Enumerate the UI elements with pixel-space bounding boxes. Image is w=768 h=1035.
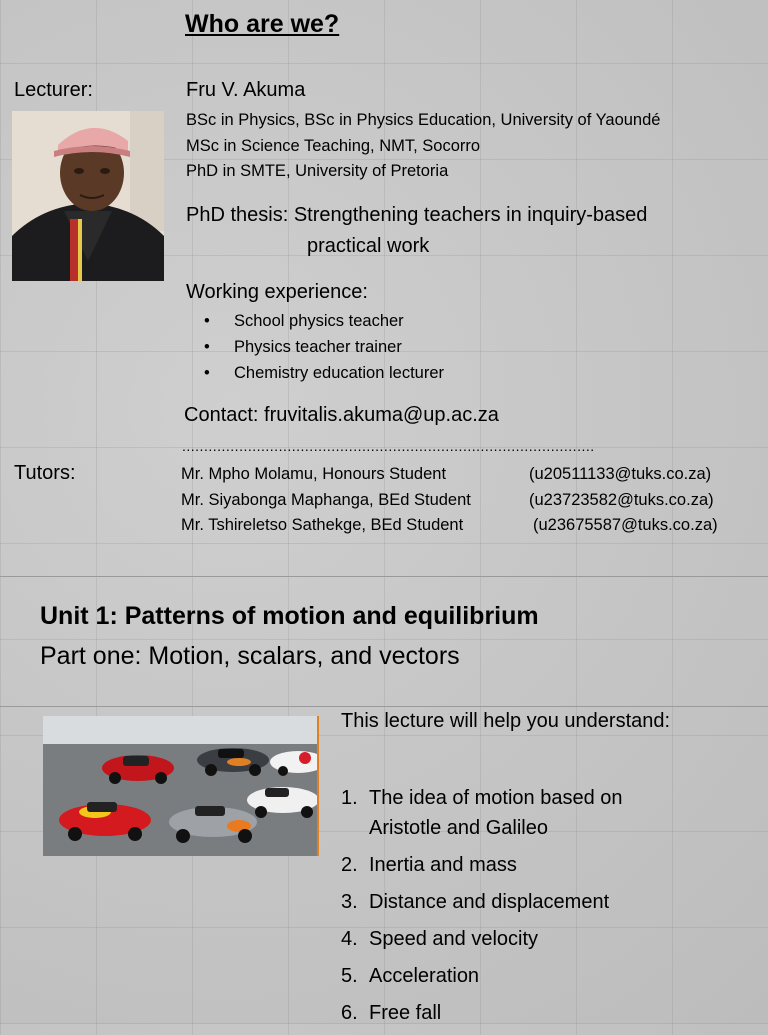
list-item: • School physics teacher (186, 308, 444, 334)
list-item: 5. Acceleration (341, 961, 761, 991)
degree-item: MSc in Science Teaching, NMT, Socorro (186, 136, 481, 155)
lecture-intro: This lecture will help you understand: (341, 710, 671, 732)
list-item: Aristotle and Galileo (369, 817, 548, 839)
unit-title: Unit 1: Patterns of motion and equilibrium (40, 602, 539, 630)
bullet-icon: • (204, 338, 210, 356)
tutor-email[interactable]: (u23675587@tuks.co.za) (533, 516, 718, 534)
thesis-line-2: practical work (307, 235, 430, 257)
item-number: 2. (341, 854, 358, 876)
dotted-separator: .............................................................................................. (182, 438, 595, 454)
thesis-line-1: PhD thesis: Strengthening teachers in inquiry-based (186, 204, 648, 226)
degree-list (186, 108, 660, 185)
lecturer-label: Lecturer: (14, 79, 93, 101)
phd-thesis (186, 200, 647, 262)
tutor-name: Mr. Tshireletso Sathekge, BEd Student (181, 516, 464, 534)
tutor-email[interactable]: (u23723582@tuks.co.za) (529, 490, 714, 509)
race-cars-photo (43, 716, 319, 856)
tutor-row (181, 488, 761, 514)
item-number: 3. (341, 891, 358, 913)
item-number: 5. (341, 965, 358, 987)
list-item: • Physics teacher trainer (186, 334, 444, 360)
tutor-name: Mr. Siyabonga Maphanga, BEd Student (181, 490, 471, 509)
list-item: 6. Free fall (341, 998, 761, 1028)
tutor-name: Mr. Mpho Molamu, Honours Student (181, 465, 447, 483)
tutor-list (181, 462, 761, 539)
lecturer-name: Fru V. Akuma (186, 79, 306, 101)
list-item: 3. Distance and displacement (341, 887, 761, 917)
list-item: 1. The idea of motion based on (341, 783, 761, 813)
experience-list (186, 308, 444, 386)
race-cars-image (43, 716, 319, 856)
bullet-icon: • (204, 312, 210, 330)
unit-subtitle: Part one: Motion, scalars, and vectors (40, 642, 460, 670)
list-item: • Chemistry education lecturer (186, 360, 444, 386)
degree-item: BSc in Physics, BSc in Physics Education, University of Yaoundé (186, 111, 661, 129)
section-divider-top (0, 576, 768, 577)
item-number: 6. (341, 1002, 358, 1024)
page-title: Who are we? (185, 10, 340, 38)
contact-email[interactable]: Contact: fruvitalis.akuma@up.ac.za (184, 404, 499, 426)
item-number: 4. (341, 928, 358, 950)
tutor-row (181, 462, 761, 488)
item-number: 1. (341, 787, 358, 809)
section-divider-bottom (0, 706, 768, 707)
tutor-row (181, 513, 761, 539)
portrait-image (12, 111, 164, 281)
list-item: 4. Speed and velocity (341, 924, 761, 954)
objectives-list (341, 783, 761, 1035)
tutors-label: Tutors: (14, 462, 76, 484)
experience-title: Working experience: (186, 281, 368, 303)
lecturer-photo (12, 111, 164, 281)
list-item: 2. Inertia and mass (341, 850, 761, 880)
bullet-icon: • (204, 364, 210, 382)
tutor-email[interactable]: (u20511133@tuks.co.za) (529, 465, 712, 483)
degree-item: PhD in SMTE, University of Pretoria (186, 162, 449, 180)
